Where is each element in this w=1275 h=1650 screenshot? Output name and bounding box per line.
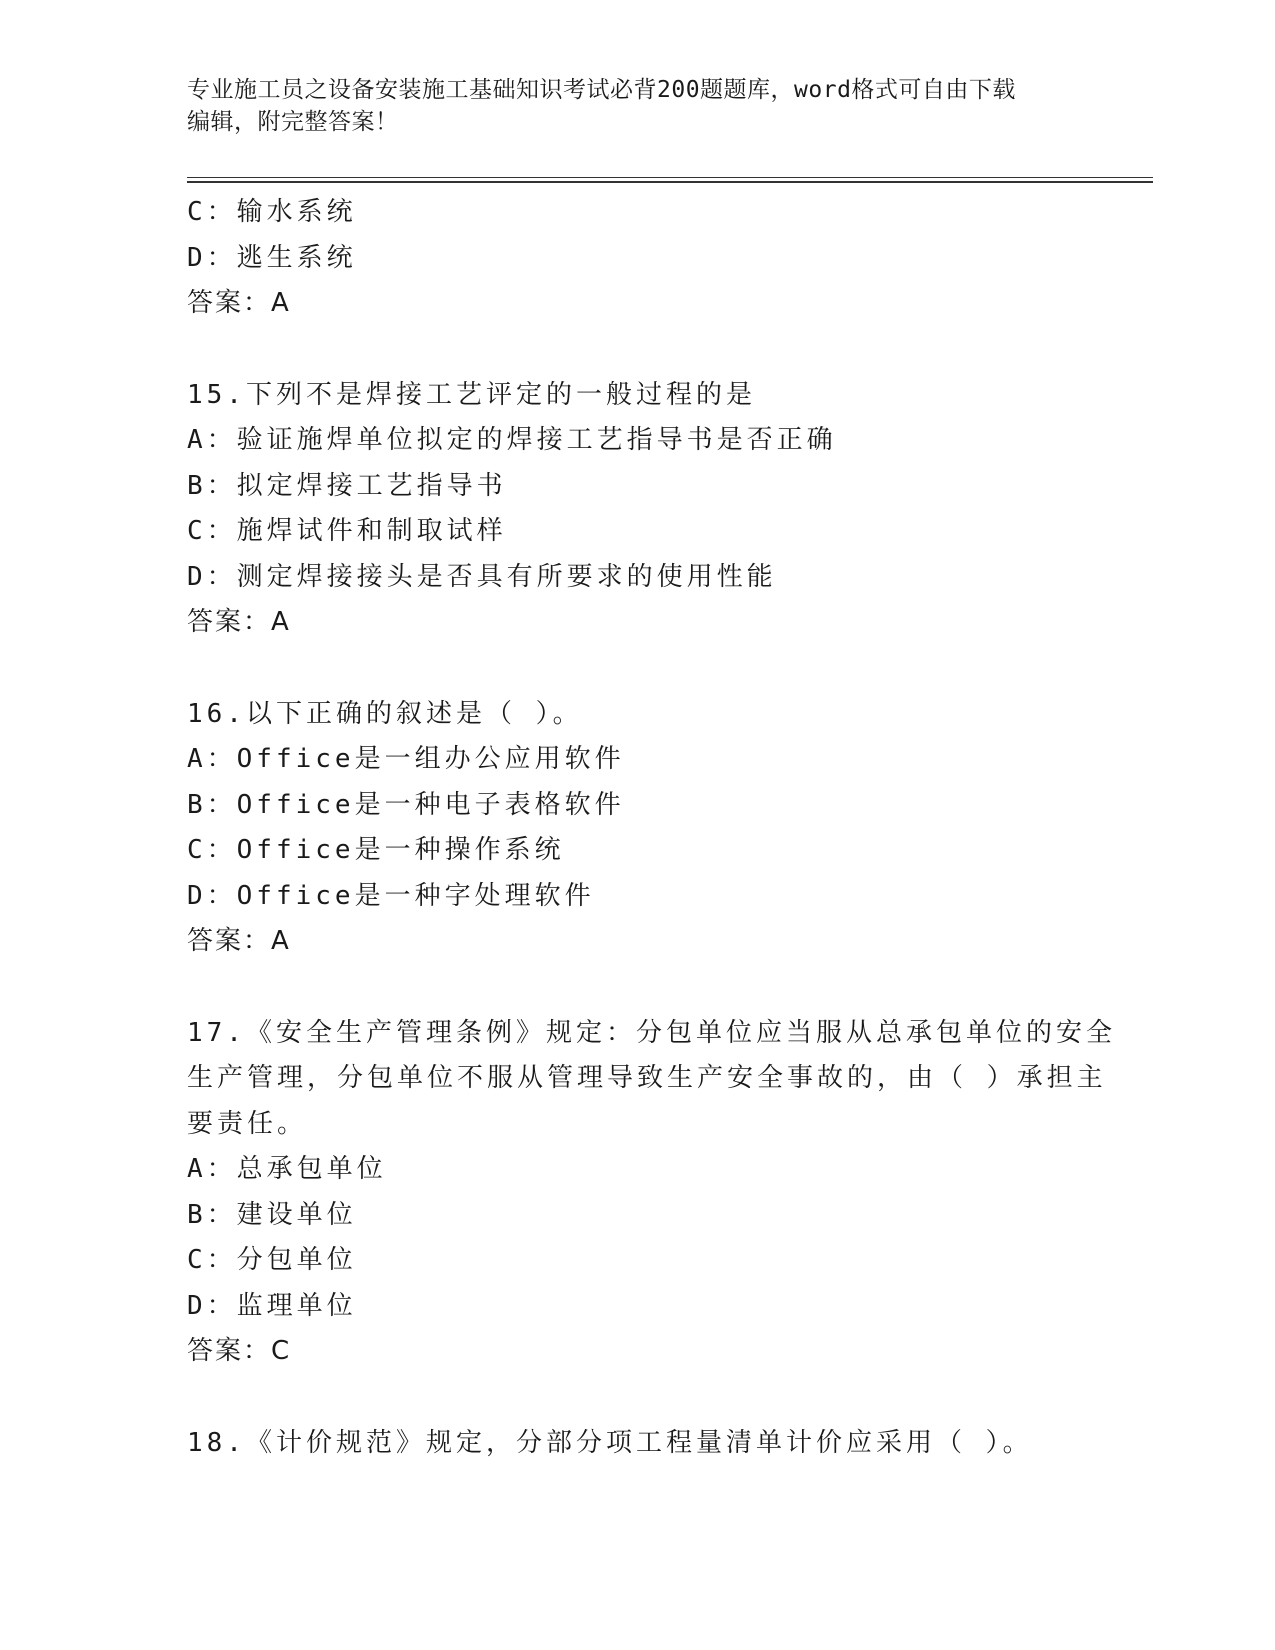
option-d: D：逃生系统	[187, 242, 357, 273]
question-stem-line-1: 17.《安全生产管理条例》规定：分包单位应当服从总承包单位的安全	[187, 1017, 1116, 1048]
question-18	[187, 1421, 1087, 1467]
question-14-tail	[187, 190, 1087, 327]
header-title-line-1: 专业施工员之设备安装施工基础知识考试必背200题题库，word格式可自由下载	[187, 77, 1016, 103]
divider-thin-line	[187, 177, 1153, 178]
header-title-line-2: 编辑，附完整答案！	[187, 109, 399, 135]
option-a: A：总承包单位	[187, 1154, 387, 1184]
option-d: D：测定焊接接头是否具有所要求的使用性能	[187, 561, 777, 592]
option-a: A：验证施焊单位拟定的焊接工艺指导书是否正确	[187, 425, 837, 455]
answer: 答案：C	[187, 1336, 292, 1366]
question-15	[187, 373, 1087, 646]
option-b: B：拟定焊接工艺指导书	[187, 470, 507, 501]
option-c: C：输水系统	[187, 197, 357, 227]
answer: 答案：A	[187, 288, 291, 318]
answer: 答案：A	[187, 607, 291, 637]
question-gap	[187, 965, 1087, 1011]
answer: 答案：A	[187, 926, 291, 956]
question-16	[187, 692, 1087, 965]
question-gap	[187, 646, 1087, 692]
option-d: D：Office是一种字处理软件	[187, 880, 595, 911]
question-17	[187, 1011, 1116, 1375]
option-c: C：分包单位	[187, 1245, 357, 1275]
question-stem: 18.《计价规范》规定，分部分项工程量清单计价应采用（ ）。	[187, 1427, 1033, 1458]
question-stem-line-2: 生产管理，分包单位不服从管理导致生产安全事故的，由（ ）承担主	[187, 1063, 1107, 1093]
question-stem: 16.以下正确的叙述是（ ）。	[187, 698, 583, 729]
option-c: C：施焊试件和制取试样	[187, 516, 507, 546]
question-list	[187, 190, 1116, 1466]
divider-thick-line	[187, 181, 1153, 183]
page-header	[187, 74, 1087, 138]
option-b: B：Office是一种电子表格软件	[187, 789, 625, 820]
option-d: D：监理单位	[187, 1290, 357, 1321]
option-a: A：Office是一组办公应用软件	[187, 744, 625, 774]
option-c: C：Office是一种操作系统	[187, 835, 565, 865]
question-gap	[187, 1375, 1087, 1421]
question-gap	[187, 327, 1087, 373]
option-b: B：建设单位	[187, 1199, 357, 1230]
header-divider	[187, 177, 1153, 183]
question-stem-line-3: 要责任。	[187, 1108, 308, 1139]
question-stem: 15.下列不是焊接工艺评定的一般过程的是	[187, 379, 756, 410]
